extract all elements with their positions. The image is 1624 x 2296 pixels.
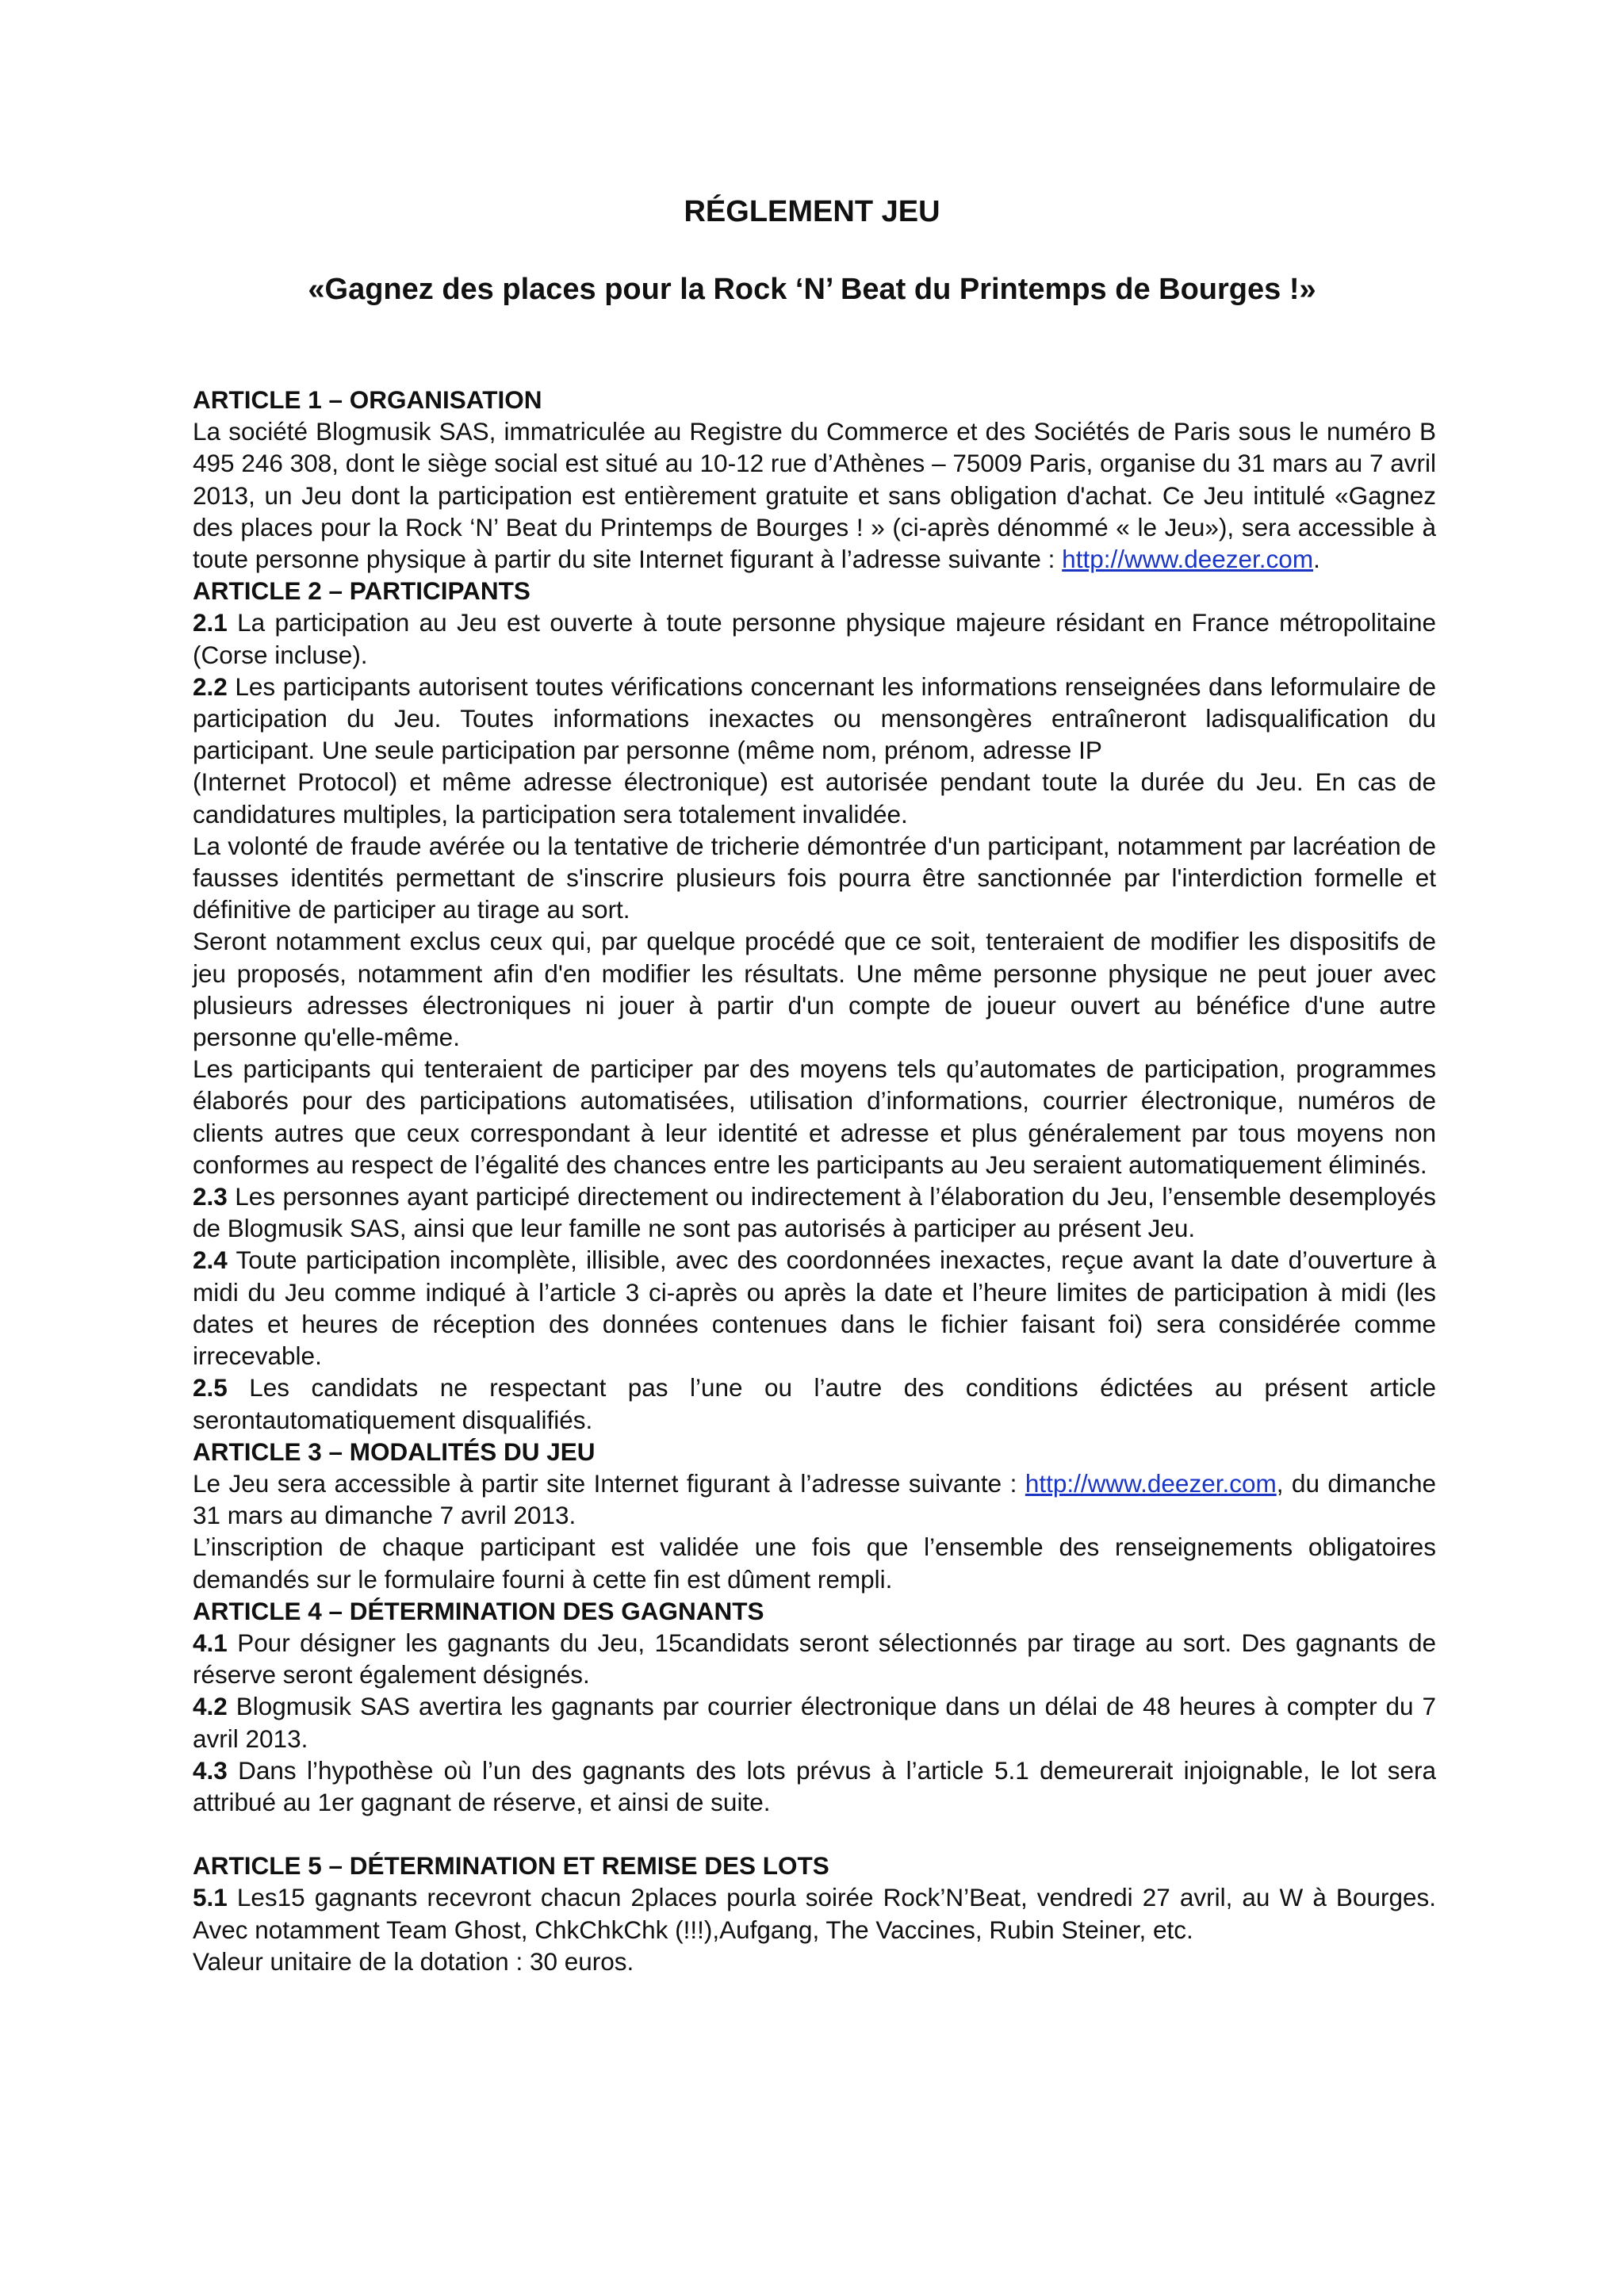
clause-number: 4.2 <box>193 1692 228 1721</box>
clause-2-4 <box>193 1244 1436 1372</box>
clause-5-1 <box>193 1881 1436 1945</box>
clause-2-2 <box>193 671 1436 767</box>
clause-text: Les15 gagnants recevront chacun 2places pourla soirée Rock’N’Beat, vendredi 27 avril, au W à Bourges. Avec notamment Team Ghost, ChkChkChk (!!!),Aufgang, The Vaccines, Rubin Steiner, etc. <box>193 1883 1436 1944</box>
clause-number: 4.1 <box>193 1628 228 1657</box>
clause-2-5 <box>193 1372 1436 1435</box>
clause-number: 4.3 <box>193 1755 228 1785</box>
clause-text: Les participants autorisent toutes vérifications concernant les informations renseignées dans leformulaire de participation du Jeu. Toutes informations inexactes ou mensongères entraîneront ladisqualification du participant. Une seule participation par personne (même nom, prénom, adresse IP <box>193 672 1436 765</box>
clause-4-1 <box>193 1627 1436 1690</box>
article-1-text-end: . <box>1313 545 1320 574</box>
clause-text: Blogmusik SAS avertira les gagnants par courrier électronique dans un délai de 48 heures à compter du 7 avril 2013. <box>193 1692 1436 1753</box>
clause-2-2-automation: Les participants qui tenteraient de participer par des moyens tels qu’automates de participation, programmes élaborés pour des participations automatisées, utilisation d’informations, courrier électronique, numéros de clients autres que ceux correspondant à leur identité et adresse et plus généralement par tous moyens non conformes au respect de l’égalité des chances entre les participants au Jeu seraient automatiquement éliminés. <box>193 1054 1436 1179</box>
clause-number: 2.3 <box>193 1182 228 1211</box>
clause-number: 2.1 <box>193 608 228 637</box>
clause-2-2-continued: (Internet Protocol) et même adresse électronique) est autorisée pendant toute la durée du Jeu. En cas de candidatures multiples, la participation sera totalement invalidée. <box>193 767 1436 828</box>
clause-number: 5.1 <box>193 1883 228 1912</box>
article-2-heading: ARTICLE 2 – PARTICIPANTS <box>193 576 530 606</box>
article-1-text <box>193 415 1436 575</box>
clause-text: Les personnes ayant participé directement ou indirectement à l’élaboration du Jeu, l’ensemble desemployés de Blogmusik SAS, ainsi que leur famille ne sont pas autorisés à participer au présent Jeu. <box>193 1182 1436 1243</box>
article-1-text-body: La société Blogmusik SAS, immatriculée au Registre du Commerce et des Sociétés de Paris sous le numéro B 495 246 308, dont le siège social est situé au 10-12 rue d’Athènes – 75009 Paris, organise du 31 mars au 7 avril 2013, un Jeu dont la participation est entièrement gratuite et sans obligation d'achat. Ce Jeu intitulé «Gagnez des places pour la Rock ‘N’ Beat du Printemps de Bourges ! » (ci-après dénommé « le Jeu»), sera accessible à toute personne physique à partir du site Internet figurant à l’adresse suivante : <box>193 417 1436 574</box>
clause-2-3 <box>193 1181 1436 1244</box>
clause-number: 2.2 <box>193 672 228 701</box>
clause-text: Pour désigner les gagnants du Jeu, 15candidats seront sélectionnés par tirage au sort. Des gagnants de réserve seront également désignés. <box>193 1628 1436 1689</box>
article-3-heading: ARTICLE 3 – MODALITÉS DU JEU <box>193 1437 596 1466</box>
document-title: RÉGLEMENT JEU <box>684 195 940 228</box>
document-subtitle: «Gagnez des places pour la Rock ‘N’ Beat du Printemps de Bourges !» <box>308 273 1316 306</box>
article-3-access-dates: , du dimanche 31 mars au dimanche 7 avril 2013. <box>193 1468 1436 1530</box>
clause-2-1 <box>193 607 1436 670</box>
clause-2-2-exclusion: Seront notamment exclus ceux qui, par quelque procédé que ce soit, tenteraient de modifier les dispositifs de jeu proposés, notamment afin d'en modifier les résultats. Une même personne physique ne peut jouer avec plusieurs adresses électroniques ni jouer à partir d'un compte de joueur ouvert au bénéfice d'une autre personne qu'elle-même. <box>193 927 1436 1052</box>
clause-text: Toute participation incomplète, illisible, avec des coordonnées inexactes, reçue avant la date d’ouverture à midi du Jeu comme indiqué à l’article 3 ci-après ou après la date et l’heure limites de participation à midi (les dates et heures de réception des données contenues dans le fichier faisant foi) sera considérée comme irrecevable. <box>193 1246 1436 1371</box>
article-3-access-text: Le Jeu sera accessible à partir site Internet figurant à l’adresse suivante : <box>193 1468 1025 1498</box>
document-body <box>193 384 1436 1977</box>
clause-4-2 <box>193 1690 1436 1754</box>
deezer-link[interactable]: http://www.deezer.com <box>1062 545 1314 574</box>
clause-text: La participation au Jeu est ouverte à toute personne physique majeure résidant en France métropolitaine (Corse incluse). <box>193 608 1436 669</box>
deezer-link[interactable]: http://www.deezer.com <box>1025 1468 1277 1498</box>
article-5-heading: ARTICLE 5 – DÉTERMINATION ET REMISE DES LOTS <box>193 1851 829 1881</box>
clause-text: Les candidats ne respectant pas l’une ou l’autre des conditions édictées au présent article serontautomatiquement disqualifiés. <box>193 1373 1436 1434</box>
clause-text: Dans l’hypothèse où l’un des gagnants des lots prévus à l’article 5.1 demeurerait injoignable, le lot sera attribué au 1er gagnant de réserve, et ainsi de suite. <box>193 1755 1436 1816</box>
article-4-heading: ARTICLE 4 – DÉTERMINATION DES GAGNANTS <box>193 1596 764 1625</box>
clause-2-2-fraud: La volonté de fraude avérée ou la tentative de tricherie démontrée d'un participant, notamment par lacréation de fausses identités permettant de s'inscrire plusieurs fois pourra être sanctionnée par l'interdiction formelle et définitive de participer au tirage au sort. <box>193 831 1436 924</box>
article-3-registration: L’inscription de chaque participant est validée une fois que l’ensemble des renseignements obligatoires demandés sur le formulaire fourni à cette fin est dûment rempli. <box>193 1533 1436 1594</box>
clause-number: 2.4 <box>193 1246 228 1275</box>
section-spacer <box>193 1818 1436 1850</box>
clause-5-1-value: Valeur unitaire de la dotation : 30 euros. <box>193 1946 634 1976</box>
clause-number: 2.5 <box>193 1373 228 1402</box>
clause-4-3 <box>193 1755 1436 1818</box>
article-1-heading: ARTICLE 1 – ORGANISATION <box>193 385 542 414</box>
article-3-access <box>193 1468 1436 1531</box>
